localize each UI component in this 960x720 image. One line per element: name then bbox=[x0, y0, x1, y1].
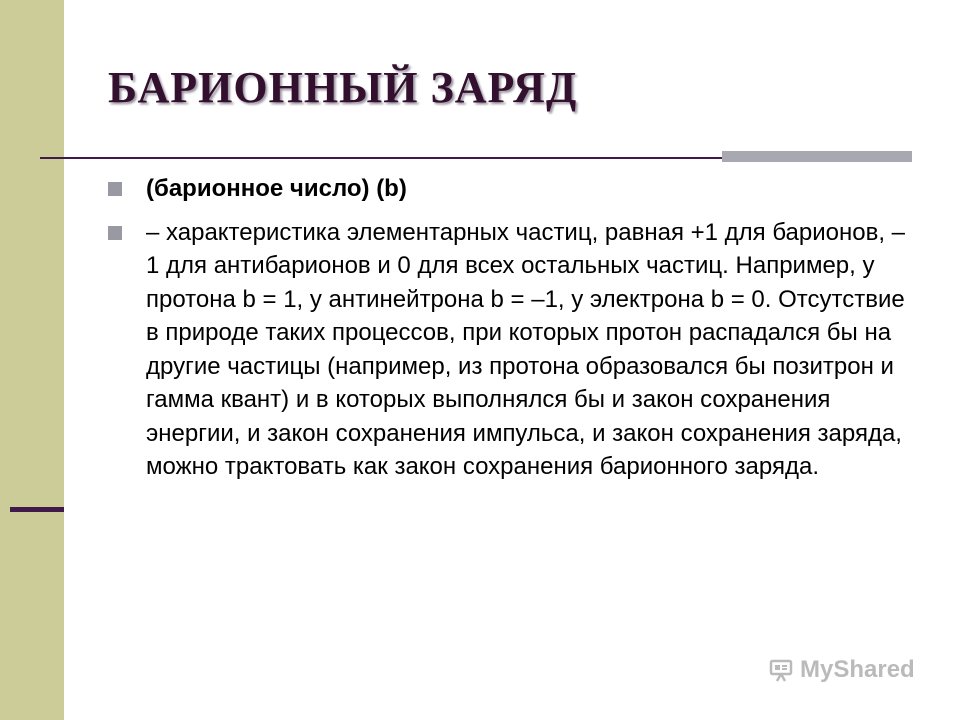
bullet-list bbox=[108, 172, 908, 484]
bullet-text: – характеристика элементарных частиц, равная +1 для барионов, –1 для антибарионов и 0 для всех остальных частиц. Например, у протона b = 1, у антинейтрона b = –1, у электрона b = 0. Отсутствие в природе таких процессов, при которых протон распадался бы на другие частицы (например, из протона образовался бы позитрон и гамма квант) и в которых выполнялся бы и закон сохранения энергии, и закон сохранения импульса, и закон сохранения заряда, можно трактовать как закон сохранения барионного заряда. bbox=[146, 218, 906, 480]
presentation-icon bbox=[768, 657, 794, 683]
left-decorative-bar bbox=[0, 0, 64, 720]
left-bar-accent-line bbox=[10, 507, 64, 512]
bullet-item bbox=[108, 216, 908, 484]
watermark bbox=[768, 656, 915, 684]
slide-title: БАРИОННЫЙ ЗАРЯД bbox=[108, 63, 578, 112]
watermark-text: MyShared bbox=[800, 656, 915, 683]
bullet-text: (барионное число) (b) bbox=[146, 175, 407, 202]
title-underline-accent bbox=[722, 151, 912, 162]
square-bullet-icon bbox=[108, 182, 122, 196]
bullet-item bbox=[108, 172, 908, 206]
square-bullet-icon bbox=[108, 226, 122, 240]
